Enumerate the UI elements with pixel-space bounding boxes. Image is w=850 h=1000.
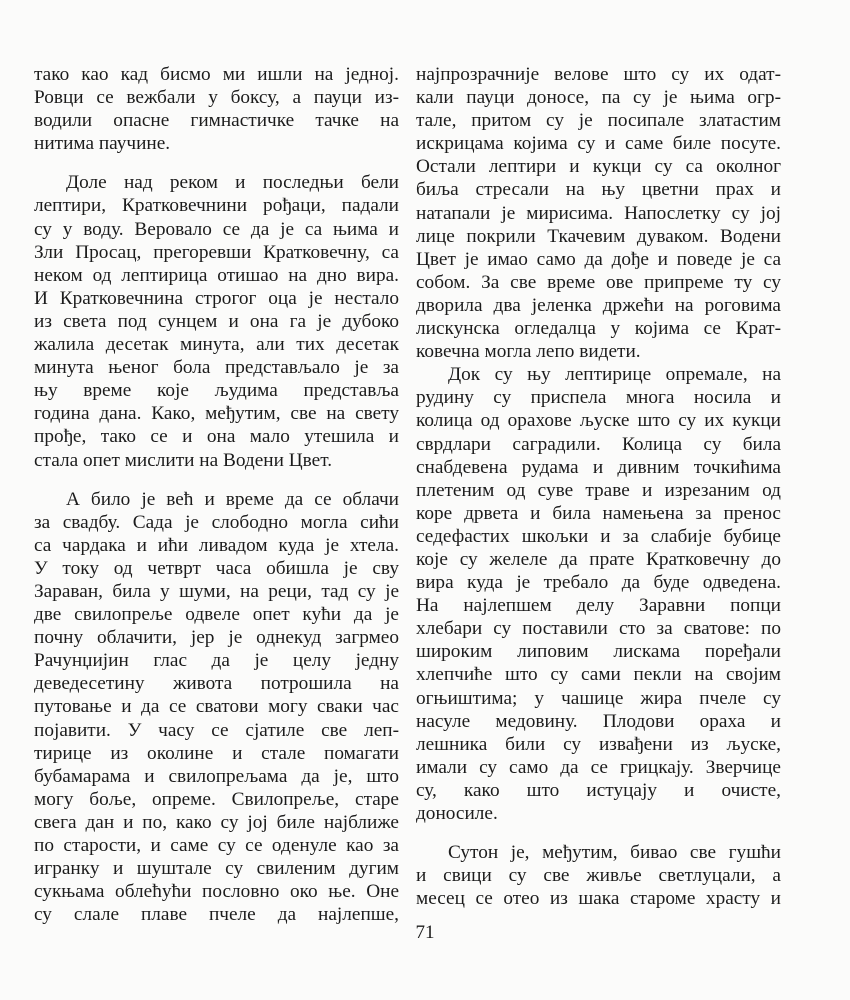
text-line: лице покрили Ткачевим дуваком. Водени (416, 225, 781, 247)
text-line: Ровци се вежбали у боксу, а пауци из- (34, 87, 399, 109)
paragraph-gap (34, 472, 399, 488)
text-line: искрицама којима су и саме биле посуте. (416, 133, 781, 155)
text-line: свега дан и по, како су јој биле најближе (34, 811, 399, 833)
text-line: месец се отео из шака староме храсту и (416, 888, 781, 910)
text-line: лептири, Кратковечнини рођаци, падали (34, 195, 399, 217)
text-line: широким липовим лискама поређали (416, 641, 781, 663)
left-text-column (34, 63, 399, 926)
text-line: хлебари су поставили сто за сватове: по (416, 618, 781, 640)
text-line: тирице из околине и стале помагати (34, 742, 399, 764)
text-line: Сутон је, међутим, бивао све гушћи (448, 842, 781, 864)
text-line: за свадбу. Сада је слободно могла сићи (34, 511, 399, 533)
text-line: нитима паучине. (34, 133, 171, 155)
text-line: две свилопреље одвеле опет кући да је (34, 604, 399, 626)
text-line: коре дрвета и била намењена за пренос (416, 502, 781, 524)
text-line: дворила два јеленка држећи на роговима (416, 294, 781, 316)
text-line: са чардака и ићи ливадом куда је хтела. (34, 534, 399, 556)
text-line: У току од четврт часа обишла је сву (34, 557, 399, 579)
text-line: стала опет мислити на Водени Цвет. (34, 449, 333, 471)
text-line: су у воду. Веровало се да је са њима и (34, 218, 399, 240)
paragraph-gap (34, 155, 399, 171)
text-line: На најлепшем делу Заравни попци (416, 595, 781, 617)
text-line: Рачунџијин глас да је целу једну (34, 650, 399, 672)
text-line: Доле над реком и последњи бели (66, 172, 399, 194)
text-line: сукњама облећући пословно око ње. Оне (34, 881, 399, 903)
text-line: рудину су приспела многа носила и (416, 387, 781, 409)
text-line: су слале плаве пчеле да најлепше, (34, 904, 399, 926)
text-line: Док су њу лептирице опремале, на (448, 364, 781, 386)
text-line: ковечна могла лепо видети. (416, 341, 641, 363)
text-line: које су желеле да прате Кратковечну до (416, 548, 781, 570)
text-line: најпрозрачније велове што су их одат- (416, 64, 781, 85)
text-line: Остали лептири и кукци су са околног (416, 156, 781, 178)
text-line: Цвет је имао само да дође и поведе је са (416, 248, 781, 270)
text-line: жалила десетак минута, али тих десетак (34, 334, 399, 356)
text-line: насуле медовину. Плодови ораха и (416, 710, 781, 732)
text-line: лискунска огледалца у којима се Крат- (416, 318, 781, 340)
text-line: натапали је мирисима. Напослетку су јој (416, 202, 781, 224)
text-line: плетеним од суве траве и изрезаним од (416, 479, 781, 501)
text-line: прође, тако се и она мало утешила и (34, 426, 399, 448)
text-line: снабдевена рудама и дивним точкићима (416, 456, 781, 478)
text-line: И Кратковечнина строгог оца је нестало (34, 287, 399, 309)
text-line: седефастих шкољки и за слабије бубице (416, 525, 781, 547)
text-line: хлепчиће што су сами пекли на својим (416, 664, 781, 686)
text-line: тако као кад бисмо ми ишли на једној. (34, 64, 399, 85)
text-line: путовање и да се сватови могу сваки час (34, 696, 399, 718)
text-line: тале, притом су је посипале златастим (416, 110, 781, 132)
text-line: водили опасне гимнастичке тачке на (34, 110, 399, 132)
text-line: су, како што истуцају и очисте, (416, 779, 781, 801)
text-line: А било је већ и време да се облачи (66, 488, 399, 510)
text-line: и свици су све живље светлуцали, а (416, 865, 781, 887)
text-line: доносиле. (416, 803, 498, 824)
text-line: почну облачити, јер је однекуд загрмео (34, 627, 399, 649)
text-line: година дана. Како, међутим, све на свету (34, 403, 399, 425)
right-text-column (416, 63, 781, 910)
text-line: огњиштима; у чашице жира пчеле су (416, 687, 781, 709)
text-line: имали су само да се грицкају. Зверчице (416, 756, 781, 778)
text-line: бубамарама и свилопрељама да је, што (34, 765, 399, 787)
text-line: могу боље, опреме. Свилопреље, старе (34, 788, 399, 810)
text-line: собом. За све време ове припреме ту су (416, 271, 781, 293)
text-line: колица од ораховe љуске што су их кукци (416, 410, 781, 432)
text-line: кали пауци доносе, па су је њима огр- (416, 87, 781, 109)
text-line: биља стресали на њу цветни прах и (416, 179, 781, 201)
text-line: неком од лептирица отишао на дно вира. (34, 264, 399, 286)
page-number: 71 (415, 922, 435, 943)
text-line: из света под сунцем и она га је дубоко (34, 310, 399, 332)
text-line: вира куда је требало да буде одведена. (416, 572, 781, 594)
text-line: сврдлари саградили. Колица су била (416, 433, 781, 455)
text-line: Зли Просац, прегоревши Кратковечну, са (34, 241, 399, 263)
text-line: Зараван, била у шуми, на реци, тад су је (34, 580, 399, 602)
text-line: лешника били су извађени из љуске, (416, 733, 781, 755)
text-line: појавити. У часу се сјатиле све леп- (34, 719, 399, 741)
text-line: деведесетину живота потрошила на (34, 673, 399, 695)
text-line: по старости, и саме су се оденуле као за (34, 835, 399, 856)
text-line: минута њеног бола представљало је за (34, 357, 399, 379)
text-line: њу време које људима представља (34, 380, 399, 402)
text-line: игранку и шуштале су свиленим дугим (34, 858, 399, 880)
paragraph-gap (416, 825, 781, 841)
